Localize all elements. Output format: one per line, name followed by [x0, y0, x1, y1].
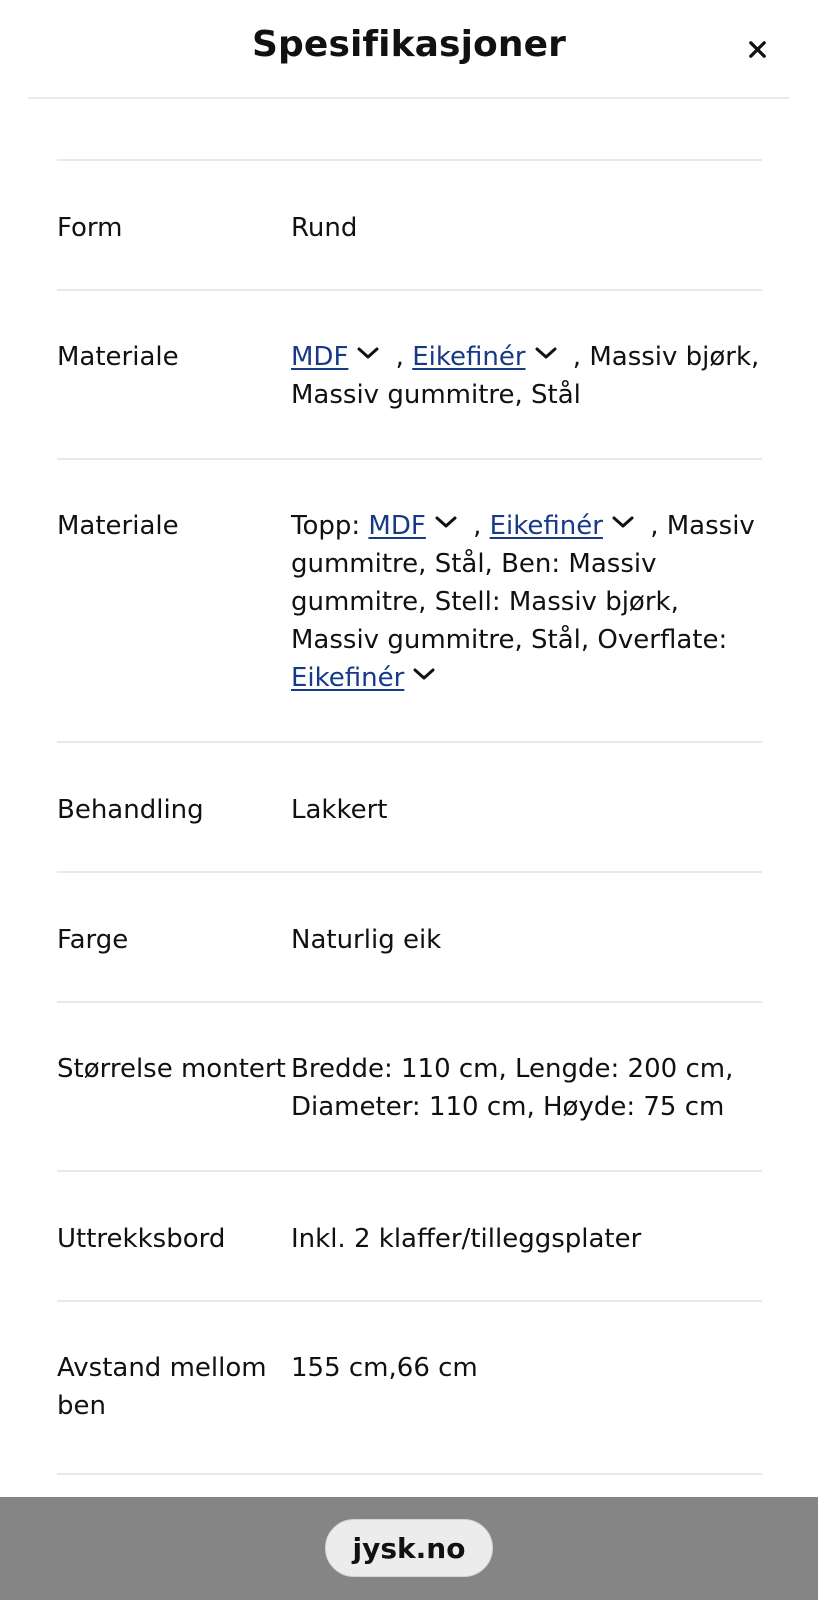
browser-address-bar — [0, 1497, 818, 1600]
spec-label: Størrelse montert — [57, 1054, 286, 1084]
spec-label: Uttrekksbord — [57, 1224, 226, 1254]
surface-material-link-oak-veneer[interactable]: Eikefinér — [291, 663, 405, 693]
spec-label: Avstand mellom ben — [57, 1353, 267, 1421]
spec-label: Farge — [57, 925, 129, 955]
close-button[interactable] — [737, 31, 777, 71]
material-link-oak-veneer[interactable]: Eikefinér — [412, 342, 526, 372]
spec-value: Rund — [291, 213, 358, 243]
spec-value-material — [291, 338, 761, 414]
chevron-down-icon[interactable] — [534, 346, 564, 364]
detailed-material-text: , Massiv gummitre, Stål, Ben: Massiv gummitre, Stell: Massiv bjørk, Massiv gummitre, Stål, Overflate: — [291, 511, 755, 655]
spec-row-material — [57, 289, 762, 458]
spec-value: Bredde: 110 cm, Lengde: 200 cm, Diameter: 110 cm, Høyde: 75 cm — [291, 1054, 734, 1122]
spec-label: Behandling — [57, 795, 204, 825]
material-separator: , — [464, 511, 490, 541]
spec-row-leg-distance — [57, 1300, 762, 1469]
header-divider — [28, 97, 789, 99]
spec-label: Materiale — [57, 511, 179, 541]
spec-row-color — [57, 871, 762, 1001]
chevron-down-icon[interactable] — [434, 515, 464, 533]
spec-row-treatment — [57, 741, 762, 871]
spec-value: Naturlig eik — [291, 925, 442, 955]
chevron-down-icon[interactable] — [611, 515, 641, 533]
spec-row-form — [57, 159, 762, 289]
url-button[interactable]: jysk.no — [325, 1519, 493, 1577]
material-separator: , — [387, 342, 413, 372]
specifications-list — [57, 159, 762, 1469]
spec-value: Inkl. 2 klaffer/tilleggsplater — [291, 1224, 642, 1254]
chevron-down-icon[interactable] — [356, 346, 386, 364]
spec-row-assembled-size — [57, 1001, 762, 1170]
material-link-mdf[interactable]: MDF — [368, 511, 426, 541]
chevron-down-icon[interactable] — [412, 667, 442, 685]
specifications-header — [0, 0, 818, 98]
spec-label: Materiale — [57, 342, 179, 372]
close-icon — [746, 38, 769, 65]
spec-row-extension-table — [57, 1170, 762, 1300]
page-title: Spesifikasjoner — [252, 24, 566, 65]
spec-label: Form — [57, 213, 123, 243]
spec-value-detailed-material — [291, 507, 761, 697]
spec-value: 155 cm,66 cm — [291, 1353, 478, 1383]
material-link-oak-veneer[interactable]: Eikefinér — [489, 511, 603, 541]
top-prefix: Topp: — [291, 511, 369, 541]
spec-row-detailed-material — [57, 458, 762, 741]
material-link-mdf[interactable]: MDF — [291, 342, 349, 372]
bottom-divider — [57, 1473, 762, 1475]
spec-value: Lakkert — [291, 795, 388, 825]
material-remaining-text: , Massiv bjørk, Massiv gummitre, Stål — [291, 342, 760, 410]
